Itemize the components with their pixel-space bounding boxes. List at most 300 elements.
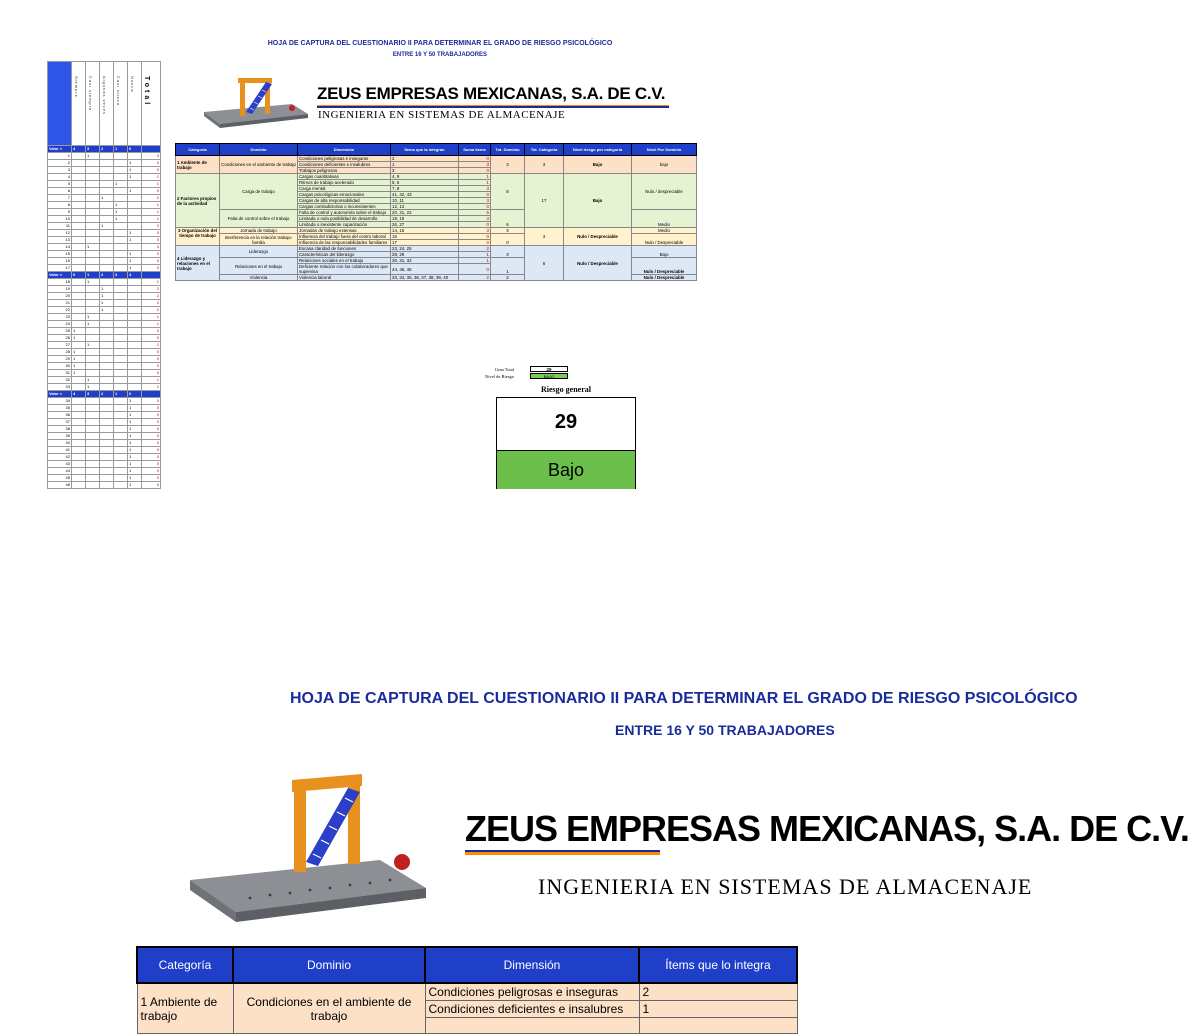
zoom-subtitle: ENTRE 16 Y 50 TRABAJADORES (615, 722, 835, 738)
answer-cell (86, 188, 100, 195)
capture-row (48, 258, 161, 265)
capture-header: Casi siempre (86, 62, 100, 146)
nivel-dominio-cell: Nulo / Despreciable (632, 275, 697, 281)
answer-cell: 1 (86, 384, 100, 391)
answer-cell: 1 (128, 230, 142, 237)
row-total: 0 (142, 370, 161, 377)
col-header: Ítems que la integran (391, 144, 459, 156)
row-total: 2 (142, 307, 161, 314)
company-name-large: ZEUS EMPRESAS MEXICANAS, S.A. DE C.V. (465, 808, 660, 853)
valor-label: Valor > (48, 272, 72, 279)
capture-row (48, 293, 161, 300)
question-number: 25 (48, 328, 72, 335)
answer-cell (86, 447, 100, 454)
row-total: 1 (142, 174, 161, 181)
answer-cell (114, 426, 128, 433)
nivel-riesgo-label: Nivel de Riesgo (485, 374, 514, 379)
answer-cell (72, 440, 86, 447)
suma-cell: 0 (459, 222, 491, 228)
nivel-dominio-cell: Medio (632, 228, 697, 234)
valor-cell: 3 (86, 391, 100, 398)
answer-cell: 1 (128, 265, 142, 272)
items-cell: 16 (391, 234, 459, 240)
suma-cell: 2 (459, 275, 491, 281)
valor-cell: 0 (128, 391, 142, 398)
answer-cell (100, 370, 114, 377)
row-total: 1 (142, 202, 161, 209)
answer-cell (72, 433, 86, 440)
answer-cell (72, 300, 86, 307)
answer-cell (114, 258, 128, 265)
answer-cell (114, 279, 128, 286)
tot-dominio-cell: 3 (491, 228, 525, 234)
capture-header: Siempre (72, 62, 86, 146)
dimension-cell: Trabajos peligrosos (298, 168, 391, 174)
answer-cell (128, 356, 142, 363)
capture-row (48, 454, 161, 461)
valor-label: Valor > (48, 391, 72, 398)
question-number: 43 (48, 461, 72, 468)
answer-cell (114, 244, 128, 251)
capture-row (48, 461, 161, 468)
suma-cell: 3 (459, 186, 491, 192)
dimension-cell: Limitada o nula posibilidad de desarrollo (298, 216, 391, 222)
row-total: 1 (142, 279, 161, 286)
capture-row (48, 433, 161, 440)
items-cell: 18, 19 (391, 216, 459, 222)
dimension-cell: Influencia del trabajo fuera del centro laboral (298, 234, 391, 240)
items-cell: 4, 9 (391, 174, 459, 180)
row-total: 0 (142, 468, 161, 475)
answer-cell (72, 398, 86, 405)
question-number: 42 (48, 454, 72, 461)
answer-cell: 1 (100, 286, 114, 293)
capture-row (48, 244, 161, 251)
page-subtitle: ENTRE 16 Y 50 TRABAJADORES (392, 52, 488, 58)
question-number: 21 (48, 300, 72, 307)
page-title: HOJA DE CAPTURA DEL CUESTIONARIO II PARA DETERMINAR EL GRADO DE RIESGO PSICOLÓGICO (267, 40, 613, 47)
items-cell: 20, 21, 22 (391, 210, 459, 216)
row-total: 0 (142, 363, 161, 370)
answer-cell (72, 167, 86, 174)
answer-cell: 1 (114, 209, 128, 216)
answer-cell (100, 398, 114, 405)
col-header: Nivel riesgo por categoría (564, 144, 632, 156)
nivel-dominio-cell: bajo (632, 156, 697, 174)
answer-cell (114, 237, 128, 244)
tot-categoria-cell: 3 (525, 156, 564, 174)
dimension-cell: Cargas de alta responsabilidad (298, 198, 391, 204)
nivel-categoria-cell: Nulo / Despreciable (564, 246, 632, 281)
dimension-cell: Cargas psicológicas emocionales (298, 192, 391, 198)
answer-cell (72, 279, 86, 286)
row-total: 0 (142, 237, 161, 244)
dimension-cell: Condiciones peligrosas e inseguras (425, 983, 639, 1001)
capture-row (48, 286, 161, 293)
risk-table (175, 143, 697, 281)
valor-total (142, 272, 161, 279)
answer-cell (86, 412, 100, 419)
answer-cell: 1 (128, 454, 142, 461)
suma-cell: 1 (459, 174, 491, 180)
answer-cell: 1 (72, 356, 86, 363)
answer-cell (86, 202, 100, 209)
answer-cell (86, 335, 100, 342)
col-header: Dominio (233, 947, 425, 983)
tot-dominio-cell: 8 (491, 174, 525, 210)
answer-cell: 1 (128, 426, 142, 433)
col-header: Nivel Por Dominio (632, 144, 697, 156)
answer-cell (114, 321, 128, 328)
capture-row (48, 300, 161, 307)
row-total: 0 (142, 440, 161, 447)
answer-cell (114, 335, 128, 342)
answer-cell (114, 251, 128, 258)
answer-cell (72, 293, 86, 300)
question-number: 17 (48, 265, 72, 272)
row-total: 2 (142, 300, 161, 307)
question-number: 44 (48, 468, 72, 475)
valor-cell: 0 (72, 272, 86, 279)
question-number: 33 (48, 384, 72, 391)
answer-cell (86, 251, 100, 258)
row-total: 2 (142, 195, 161, 202)
nivel-categoria-cell: Bajo (564, 174, 632, 228)
answer-cell: 1 (128, 160, 142, 167)
valor-total (142, 146, 161, 153)
tot-dominio-cell: 1 (491, 258, 525, 275)
answer-cell (128, 223, 142, 230)
answer-cell (100, 349, 114, 356)
answer-cell (86, 349, 100, 356)
risk-table-zoom (136, 946, 798, 1034)
question-number: 32 (48, 377, 72, 384)
answer-cell (86, 300, 100, 307)
answer-cell (72, 384, 86, 391)
answer-cell (128, 335, 142, 342)
answer-cell (100, 405, 114, 412)
dimension-cell: Condiciones peligrosas e inseguras (298, 156, 391, 162)
answer-cell: 1 (72, 370, 86, 377)
answer-cell (128, 342, 142, 349)
question-number: 26 (48, 335, 72, 342)
capture-row (48, 335, 161, 342)
answer-cell (128, 363, 142, 370)
capture-header-total: Total (142, 62, 161, 146)
capture-row (48, 405, 161, 412)
answer-cell (86, 160, 100, 167)
answer-cell (72, 342, 86, 349)
answer-cell (72, 426, 86, 433)
question-number: 13 (48, 237, 72, 244)
answer-cell (72, 454, 86, 461)
answer-cell (86, 363, 100, 370)
answer-cell (114, 349, 128, 356)
capture-row (48, 447, 161, 454)
answer-cell: 1 (100, 307, 114, 314)
capture-row (48, 370, 161, 377)
valor-cell: 1 (86, 272, 100, 279)
answer-cell (86, 237, 100, 244)
answer-cell (86, 223, 100, 230)
capture-row (48, 202, 161, 209)
capture-row (48, 440, 161, 447)
question-number: 6 (48, 188, 72, 195)
answer-cell (72, 482, 86, 489)
col-header: Dimensión (298, 144, 391, 156)
answer-cell (86, 293, 100, 300)
answer-cell (128, 370, 142, 377)
row-total: 1 (142, 216, 161, 223)
answer-cell (100, 202, 114, 209)
dimension-cell: Ritmos de trabajo acelerado (298, 180, 391, 186)
question-number: 40 (48, 440, 72, 447)
row-total: 0 (142, 433, 161, 440)
question-number: 35 (48, 405, 72, 412)
capture-row (48, 419, 161, 426)
answer-cell (114, 398, 128, 405)
row-total: 0 (142, 461, 161, 468)
answer-cell (114, 356, 128, 363)
question-number: 39 (48, 433, 72, 440)
category-cell: 1 Ambiente de trabajo (137, 983, 233, 1034)
answer-cell (72, 307, 86, 314)
row-total: 0 (142, 265, 161, 272)
answer-cell (72, 153, 86, 160)
answer-cell (114, 447, 128, 454)
items-cell: 10, 11 (391, 198, 459, 204)
answer-cell: 1 (128, 447, 142, 454)
category-cell: 2 Factores propios de la actividad (176, 174, 220, 228)
answer-cell (86, 258, 100, 265)
capture-row (48, 377, 161, 384)
valor-cell: 2 (100, 272, 114, 279)
answer-cell (72, 321, 86, 328)
items-cell: 12, 13 (391, 204, 459, 210)
question-number: 5 (48, 181, 72, 188)
question-number: 24 (48, 321, 72, 328)
answer-cell (100, 251, 114, 258)
capture-row (48, 342, 161, 349)
answer-cell (86, 461, 100, 468)
row-total: 0 (142, 405, 161, 412)
suma-cell: 0 (459, 156, 491, 162)
col-header: Tot. Dominio (491, 144, 525, 156)
capture-grid (47, 61, 160, 489)
answer-cell (128, 244, 142, 251)
answer-cell (72, 405, 86, 412)
capture-row (48, 349, 161, 356)
row-total: 0 (142, 419, 161, 426)
question-number: 20 (48, 293, 72, 300)
suma-cell: 1 (459, 252, 491, 258)
answer-cell (86, 181, 100, 188)
answer-cell (114, 167, 128, 174)
answer-cell (114, 230, 128, 237)
question-number: 34 (48, 398, 72, 405)
category-cell: 1 Ambiente de trabajo (176, 156, 220, 174)
company-logo (200, 72, 310, 130)
answer-cell (72, 258, 86, 265)
row-total: 1 (142, 342, 161, 349)
answer-cell: 1 (86, 314, 100, 321)
row-total: 1 (142, 181, 161, 188)
capture-row (48, 230, 161, 237)
answer-cell (114, 328, 128, 335)
answer-cell (86, 370, 100, 377)
dimension-cell: Violencia laboral (298, 275, 391, 281)
nivel-categoria-cell: Bajo (564, 156, 632, 174)
row-total: 0 (142, 447, 161, 454)
answer-cell (100, 419, 114, 426)
answer-cell (86, 398, 100, 405)
tot-dominio-cell: 3 (491, 156, 525, 174)
answer-cell (100, 475, 114, 482)
row-total: 0 (142, 482, 161, 489)
capture-row (48, 279, 161, 286)
category-cell: 3 Organización del tiempo de trabajo (176, 228, 220, 246)
answer-cell (86, 405, 100, 412)
answer-cell (86, 265, 100, 272)
answer-cell (128, 349, 142, 356)
valor-cell: 4 (72, 146, 86, 153)
suma-cell: 0 (459, 204, 491, 210)
items-cell: 14, 15 (391, 228, 459, 234)
capture-row (48, 412, 161, 419)
question-number: 3 (48, 167, 72, 174)
answer-cell (86, 426, 100, 433)
company-rule (465, 852, 660, 855)
answer-cell (128, 384, 142, 391)
col-header: Tot. Categoría (525, 144, 564, 156)
capture-row (48, 216, 161, 223)
dimension-cell: Influencia de las responsabilidades familiares (298, 240, 391, 246)
items-cell: 41, 42, 43 (391, 192, 459, 198)
answer-cell: 1 (100, 293, 114, 300)
answer-cell (128, 328, 142, 335)
answer-cell (100, 244, 114, 251)
capture-row (48, 153, 161, 160)
answer-cell: 1 (86, 244, 100, 251)
nivel-dominio-cell: Nulo / despreciable (632, 174, 697, 210)
answer-cell: 1 (128, 405, 142, 412)
dimension-cell: Condiciones deficientes e insalubres (298, 162, 391, 168)
answer-cell: 1 (128, 237, 142, 244)
items-cell: 44, 45, 46 (391, 264, 459, 275)
answer-cell: 1 (128, 398, 142, 405)
answer-cell (72, 188, 86, 195)
question-number: 46 (48, 482, 72, 489)
dimension-cell: Cargas contradictorias o inconsistentes (298, 204, 391, 210)
answer-cell (100, 363, 114, 370)
valor-total (142, 391, 161, 398)
answer-cell (128, 279, 142, 286)
domain-cell: Condiciones en el ambiente de trabajo (233, 983, 425, 1034)
question-number: 36 (48, 412, 72, 419)
answer-cell (100, 412, 114, 419)
answer-cell (100, 188, 114, 195)
answer-cell (72, 377, 86, 384)
question-number: 15 (48, 251, 72, 258)
row-total: 3 (142, 153, 161, 160)
nivel-dominio-cell: Nulo / Despreciable (632, 258, 697, 275)
domain-cell: Condiciones en el ambiente de trabajo (220, 156, 298, 174)
answer-cell (100, 314, 114, 321)
answer-cell (72, 251, 86, 258)
suma-cell: 0 (459, 264, 491, 275)
nivel-dominio-cell: Nulo / Despreciable (632, 234, 697, 246)
answer-cell (72, 244, 86, 251)
row-total: 0 (142, 349, 161, 356)
answer-cell (72, 314, 86, 321)
row-total: 1 (142, 314, 161, 321)
answer-cell (100, 258, 114, 265)
capture-header: Casi nunca (114, 62, 128, 146)
valor-cell: 4 (72, 391, 86, 398)
row-total: 0 (142, 167, 161, 174)
question-number: 19 (48, 286, 72, 293)
answer-cell (114, 223, 128, 230)
tot-categoria-cell: 17 (525, 174, 564, 228)
suma-cell: 3 (459, 216, 491, 222)
answer-cell (114, 370, 128, 377)
answer-cell (114, 468, 128, 475)
answer-cell (114, 440, 128, 447)
answer-cell (100, 216, 114, 223)
company-tagline: INGENIERIA EN SISTEMAS DE ALMACENAJE (318, 109, 566, 121)
answer-cell (86, 209, 100, 216)
capture-row (48, 167, 161, 174)
summary-labels (478, 366, 514, 380)
dimension-cell: Carga mental (298, 186, 391, 192)
answer-cell (114, 454, 128, 461)
answer-cell (100, 237, 114, 244)
answer-cell (114, 293, 128, 300)
items-cell: 1 (639, 1001, 797, 1018)
items-cell: 7, 8 (391, 186, 459, 192)
capture-row (48, 209, 161, 216)
answer-cell: 1 (100, 223, 114, 230)
capture-row (48, 482, 161, 489)
answer-cell (86, 440, 100, 447)
capture-row (48, 475, 161, 482)
answer-cell (128, 321, 142, 328)
answer-cell (72, 237, 86, 244)
row-total: 0 (142, 258, 161, 265)
items-cell: 3 (391, 168, 459, 174)
answer-cell: 1 (128, 174, 142, 181)
answer-cell (72, 475, 86, 482)
question-number: 23 (48, 314, 72, 321)
capture-header: Algunas veces (100, 62, 114, 146)
zoom-title: HOJA DE CAPTURA DEL CUESTIONARIO II PARA DETERMINAR EL GRADO DE RIESGO PSICOLÓGICO (290, 690, 1078, 707)
question-number: 2 (48, 160, 72, 167)
answer-cell (114, 419, 128, 426)
row-total: 0 (142, 426, 161, 433)
dimension-cell: Cargas cuantitativas (298, 174, 391, 180)
answer-cell (100, 377, 114, 384)
question-number: 7 (48, 195, 72, 202)
company-tagline-large: INGENIERIA EN SISTEMAS DE ALMACENAJE (538, 874, 1033, 899)
riesgo-general-box (496, 397, 636, 489)
answer-cell (72, 174, 86, 181)
answer-cell (128, 307, 142, 314)
answer-cell: 1 (72, 349, 86, 356)
answer-cell (128, 300, 142, 307)
dimension-cell: Deficiente relación con los colaboradores que supervisa (298, 264, 391, 275)
suma-cell: 6 (459, 210, 491, 216)
answer-cell (86, 307, 100, 314)
